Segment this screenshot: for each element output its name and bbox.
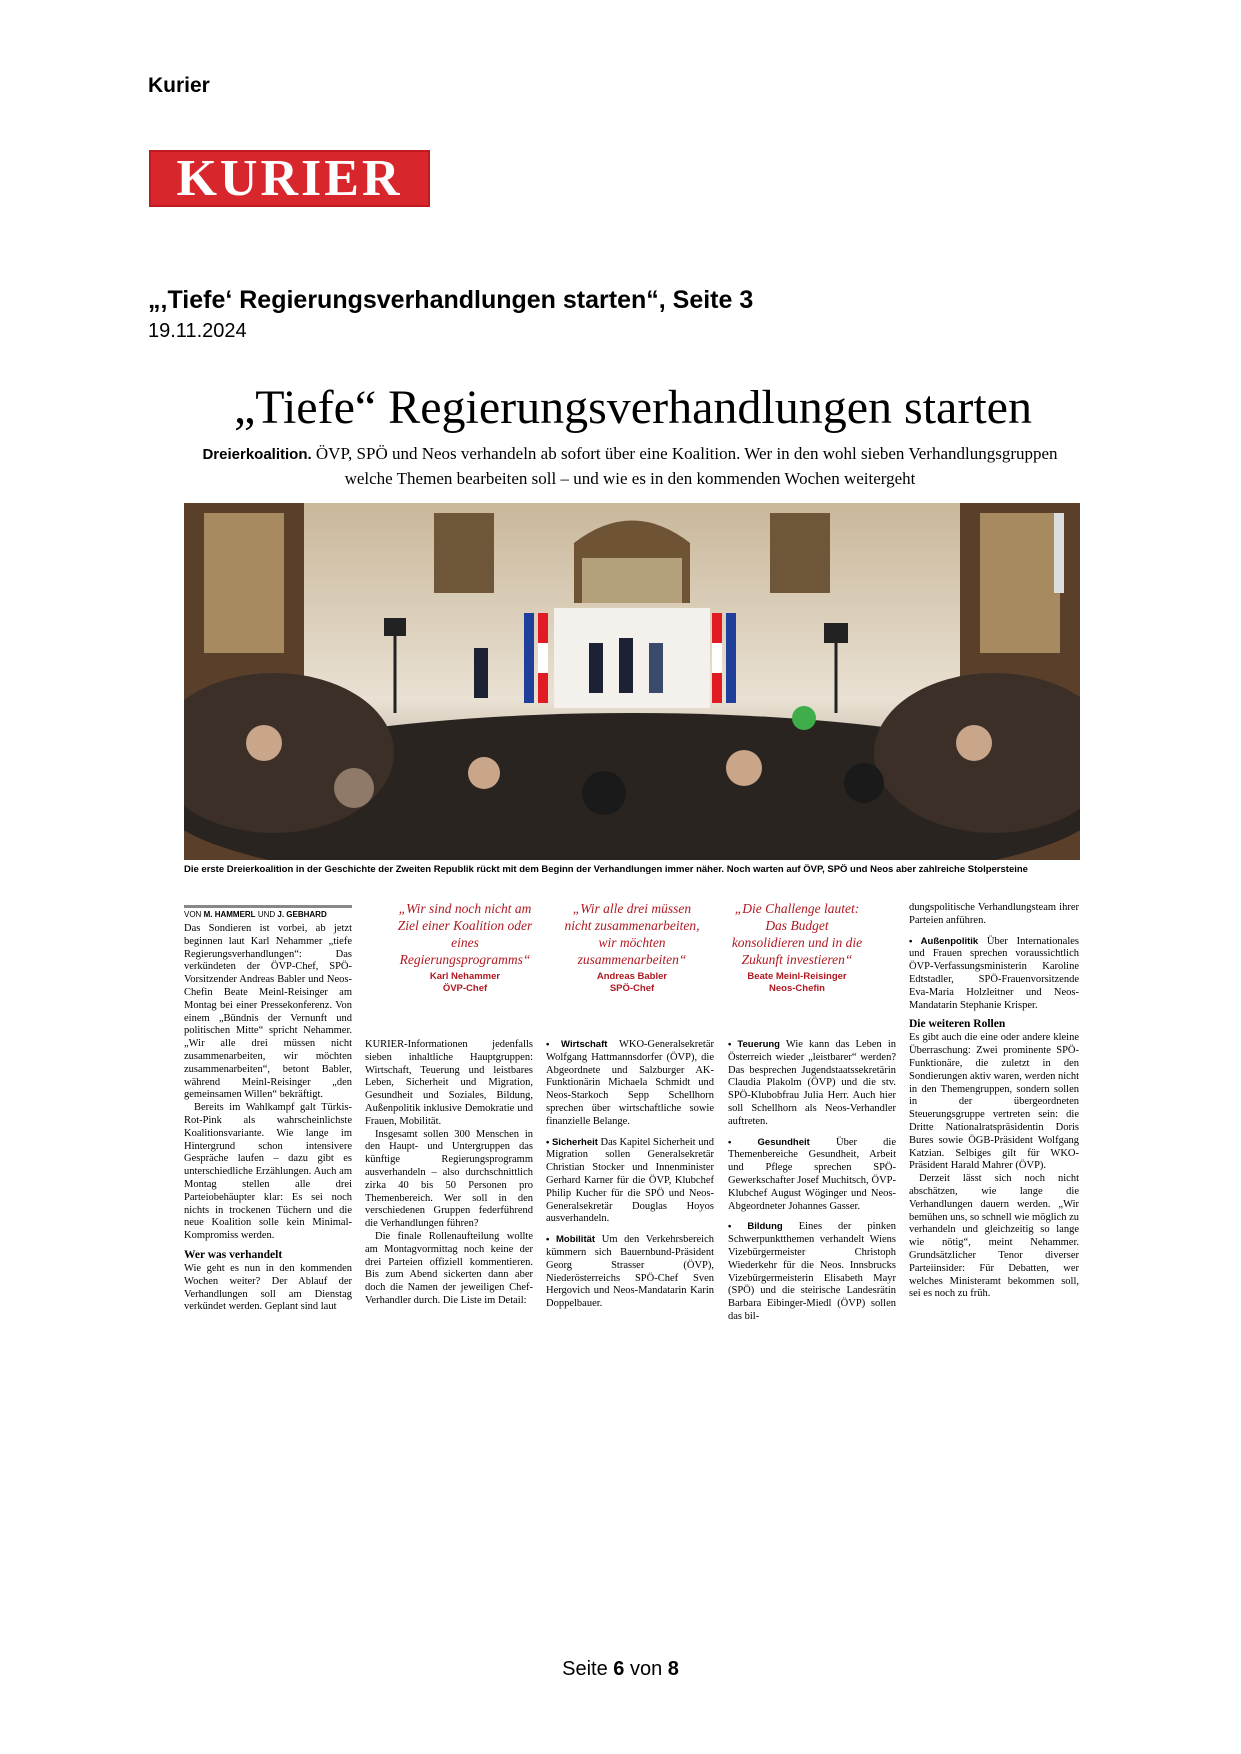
quote-name: Andreas Babler: [596, 971, 668, 982]
article-column-5: [909, 902, 1079, 1301]
deck-text: ÖVP, SPÖ und Neos verhandeln ab sofort über eine Koalition. Wer in den wohl sieben Verhandlungsgruppen welche Themen bearbeiten soll – und wie es in den kommenden Wochen weitergeht: [311, 444, 1058, 488]
quote-text: „Wir sind noch nicht am Ziel einer Koalition oder eines Regierungsprogramms“: [397, 901, 533, 967]
page-footer: Seite 6 von 8: [562, 1658, 679, 1680]
pull-quote-babler: [563, 900, 701, 995]
article-headline: „‚Tiefe‘ Regierungsverhandlungen starten“, Seite 3: [148, 286, 754, 314]
article-column-1: [184, 905, 352, 1314]
quote-role: SPÖ-Chef: [609, 983, 655, 994]
paragraph: Das Sondieren ist vorbei, ab jetzt beginnen laut Karl Nehammer „tiefe Regierungsverhandlungen“: Das verkündeten der ÖVP-Chef, SPÖ-Vorsitzender Andreas Babler und Neos-Chefin Beate Meinl-Reisinger am Montag bei einer Pressekonferenz. Von einem „Bündnis der Vernunft und politischen Mitte“ spricht Nehammer. „Wir alle drei müssen nicht zusammenarbeiten, wir möchten zusammenarbeiten“, betont Babler, während Meinl-Reisinger „den gemeinsamen Willen“ bekräftigt.: [184, 923, 352, 1101]
paragraph: Derzeit lässt sich noch nicht abschätzen, wie lange die Verhandlungen dauern werden. „Wir bemühen uns, so schnell wie möglich zu verhandeln und gleichzeitig so lange wie nötig“, meint Nehammer. Grundsätzlicher Tenor diverser Parteiinsider: Für Debatten, wer welches Ministeramt bekommen soll, sei es noch zu früh.: [909, 1173, 1080, 1300]
list-item: • Mobilität Um den Verkehrsbereich kümmern sich Bauernbund-Präsident Georg Strasser (ÖVP), Niederösterreichs SPÖ-Chef Sven Hergovich und Neos-Mandatarin Karin Doppelbauer.: [546, 1234, 715, 1310]
paragraph: Insgesamt sollen 300 Menschen in den Haupt- und Untergruppen das künftige Regierungsprogramm ausverhandeln – also durchschnittlich zirka 40 bis 50 Personen pro Themenbereich. Wer soll in den verschiedenen Gruppen federführend die Verhandlungen führen?: [365, 1128, 533, 1230]
pull-quote-meinl-reisinger: [728, 900, 866, 995]
total-pages: 8: [667, 1658, 679, 1680]
paragraph: Es gibt auch die eine oder andere kleine Überraschung: Zwei prominente SPÖ-Funktionäre, die zuletzt in den Sondierungen aktiv waren, werden nicht in den Themengruppen, sondern sollen in der übergeordneten Steuerungsgruppe vertreten sein: die Dritte Nationalratspräsidentin Doris Bures sowie ÖGB-Präsident Wolfgang Katzian. Selbiges gilt für WKO-Präsident Harald Mahrer (ÖVP).: [909, 1032, 1079, 1172]
list-item: • Außenpolitik Über Internationales und Frauen sprechen voraussichtlich ÖVP-Verfassungsministerin Karoline Edtstadler, SPÖ-Frauenvorsitzende Eva-Maria Holzleitner und Neos-Mandatarin Stephanie Krisper.: [909, 935, 1079, 1011]
source-label: Kurier: [148, 74, 210, 97]
paragraph: dungspolitische Verhandlungsteam ihrer Parteien anführen.: [909, 902, 1079, 926]
list-item: • Sicherheit Das Kapitel Sicherheit und Migration sollen Generalsekretär Christian Stocker und Innenminister Gerhard Karner für die ÖVP, Klubchef Philip Kucher für die SPÖ und Neos-Generalsekretär Douglas Hoyos ausverhandeln.: [546, 1136, 714, 1225]
current-page: 6: [613, 1658, 625, 1680]
list-item: • Wirtschaft WKO-Generalsekretär Wolfgang Hattmannsdorfer (ÖVP), die Abgeordnete und Salzburger AK-Funktionärin Michaela Schmidt und Neos-Starkoch Sepp Schellhorn sprechen über wirtschaftliche sowie finanzielle Belange.: [546, 1039, 714, 1127]
byline: VON M. HAMMERL UND J. GEBHARD: [184, 905, 352, 919]
paragraph: KURIER-Informationen jedenfalls sieben inhaltliche Hauptgruppen: Wirtschaft, Teuerung und leistbares Leben, Sicherheit und Migration, Gesundheit und Soziales, Bildung, Außenpolitik inklusive Demokratie und Frauen, Mobilität.: [365, 1039, 533, 1127]
list-item: • Teuerung Wie kann das Leben in Österreich wieder „leistbarer“ werden? Das besprechen Jugendstaatssekretärin Claudia Plakolm (ÖVP) und die stv. SPÖ-Klubobfrau Julia Herr. Auch hier soll Schellhorn als Neos-Verhandler auftreten.: [728, 1039, 896, 1127]
quote-role: ÖVP-Chef: [442, 983, 488, 994]
quote-name: Beate Meinl-Reisinger: [747, 971, 847, 982]
pull-quote-nehammer: [396, 900, 534, 995]
article-column-4: [728, 1039, 896, 1324]
quote-text: „Die Challenge lautet: Das Budget konsolidieren und in die Zukunft investieren“: [731, 901, 863, 967]
photo-caption: Die erste Dreierkoalition in der Geschichte der Zweiten Republik rückt mit dem Beginn der Verhandlungen immer näher. Noch warten auf ÖVP, SPÖ und Neos aber zahlreiche Stolpersteine: [184, 864, 1028, 875]
clipping-deck: [200, 442, 1060, 491]
subheading: Die weiteren Rollen: [909, 1018, 1006, 1031]
subheading: Wer was verhandelt: [184, 1248, 283, 1261]
paragraph: Bereits im Wahlkampf galt Türkis-Rot-Pink als wahrscheinlichste Koalitionsvariante. Wie lange im Hintergrund schon intensivere Gespräche laufen – dazu gibt es unterschiedliche Erzählungen. Auch am Montag stellen alle drei Parteiobehäupter klar: Es sei noch nichts in trockenen Tüchern und die neue Koalition solle kein Minimal-Kompromiss werden.: [184, 1102, 352, 1242]
article-date: 19.11.2024: [148, 320, 247, 342]
photo-illustration: [184, 503, 1080, 860]
paragraph: Die finale Rollenaufteilung wollte am Montagvormittag noch keine der drei Parteien offiziell kommentieren. Bis zum Abend sickerten dann aber doch die Namen der jeweiligen Chef-Verhandler durch. Die Liste im Detail:: [365, 1230, 533, 1306]
article-column-3: [546, 1039, 714, 1311]
clipping-title: „Tiefe“ Regierungsverhandlungen starten: [234, 381, 1032, 434]
quote-text: „Wir alle drei müssen nicht zusammenarbeiten, wir möchten zusammenarbeiten“: [564, 901, 700, 967]
deck-lead: Dreierkoalition.: [202, 446, 312, 463]
article-column-2: [365, 1039, 533, 1308]
quote-name: Karl Nehammer: [429, 971, 501, 982]
list-item: • Bildung Eines der pinken Schwerpunktthemen verhandelt Wiens Vizebürgermeister Christoph Wiederkehr für die Neos. Innsbrucks Vizebürgermeisterin Elisabeth Mayr (SPÖ) und die steirische Landesrätin Barbara Eibinger-Miedl (ÖVP) sollen das bil-: [728, 1221, 897, 1322]
paragraph: Wie geht es nun in den kommenden Wochen weiter? Der Ablauf der Verhandlungen soll am Dienstag verkündet werden. Geplant sind laut: [184, 1262, 352, 1313]
list-item: • Gesundheit Über die Themenbereiche Gesundheit, Arbeit und Pflege sprechen SPÖ-Gewerkschafter Josef Muchitsch, ÖVP-Klubchef August Wöginger und Neos-Abgeordneter Johannes Gasser.: [728, 1136, 896, 1212]
quote-role: Neos-Chefin: [769, 983, 825, 994]
kurier-logo: KURIER: [149, 150, 430, 207]
press-conference-photo: [184, 503, 1080, 860]
